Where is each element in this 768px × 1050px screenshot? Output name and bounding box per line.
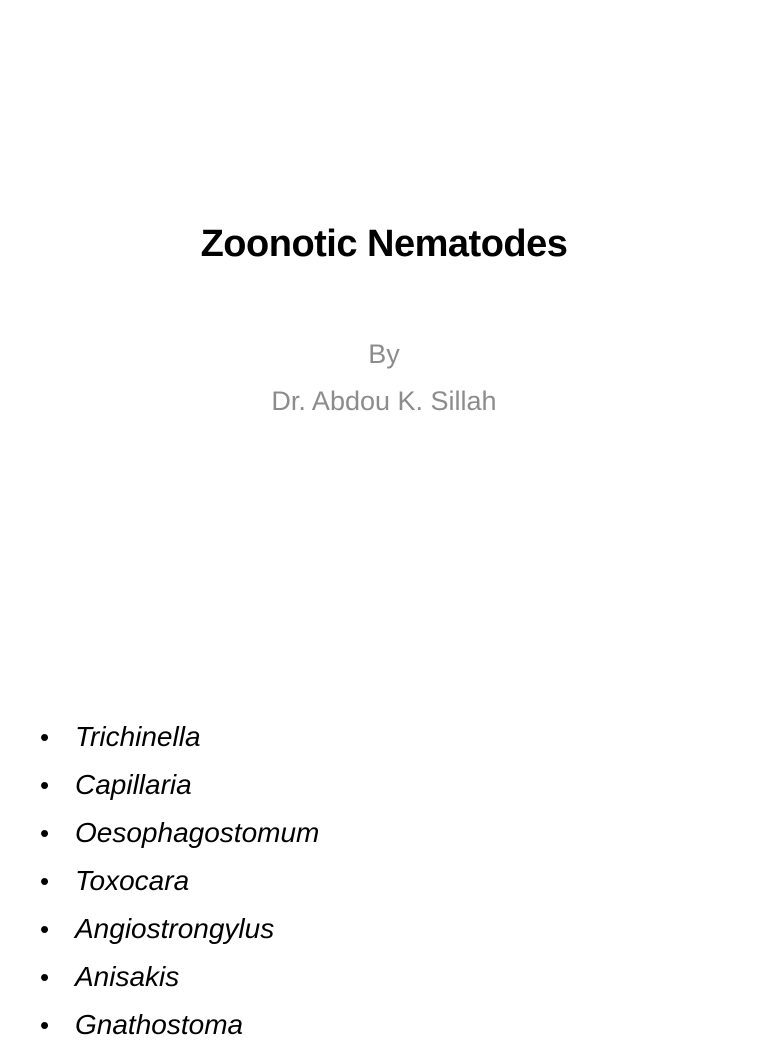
list-item-text: Capillaria [75,769,192,800]
list-item-text: Angiostrongylus [75,913,275,944]
list-item-text: Gnathostoma [75,1009,244,1040]
slide-title: Zoonotic Nematodes [200,223,568,265]
list-item [40,714,319,762]
list-item [40,810,319,858]
bullet-icon: • [40,770,50,800]
list-item [40,906,319,954]
list-item-text: Trichinella [75,721,201,752]
bullet-icon: • [40,1010,50,1040]
list-item-text: Oesophagostomum [75,817,320,848]
list-item [40,858,319,906]
bullet-icon: • [40,914,50,944]
bullet-icon: • [40,818,50,848]
list-item-text: Toxocara [75,865,190,896]
nematode-bullet-list [40,714,319,1050]
bullet-icon: • [40,962,50,992]
list-item [40,954,319,1002]
subtitle-by-label: By [368,339,400,369]
list-item [40,1002,319,1050]
bullet-icon: • [40,866,50,896]
subtitle-author: Dr. Abdou K. Sillah [271,386,497,416]
list-item-text: Anisakis [75,961,180,992]
bullet-icon: • [40,722,50,752]
list-item [40,762,319,810]
